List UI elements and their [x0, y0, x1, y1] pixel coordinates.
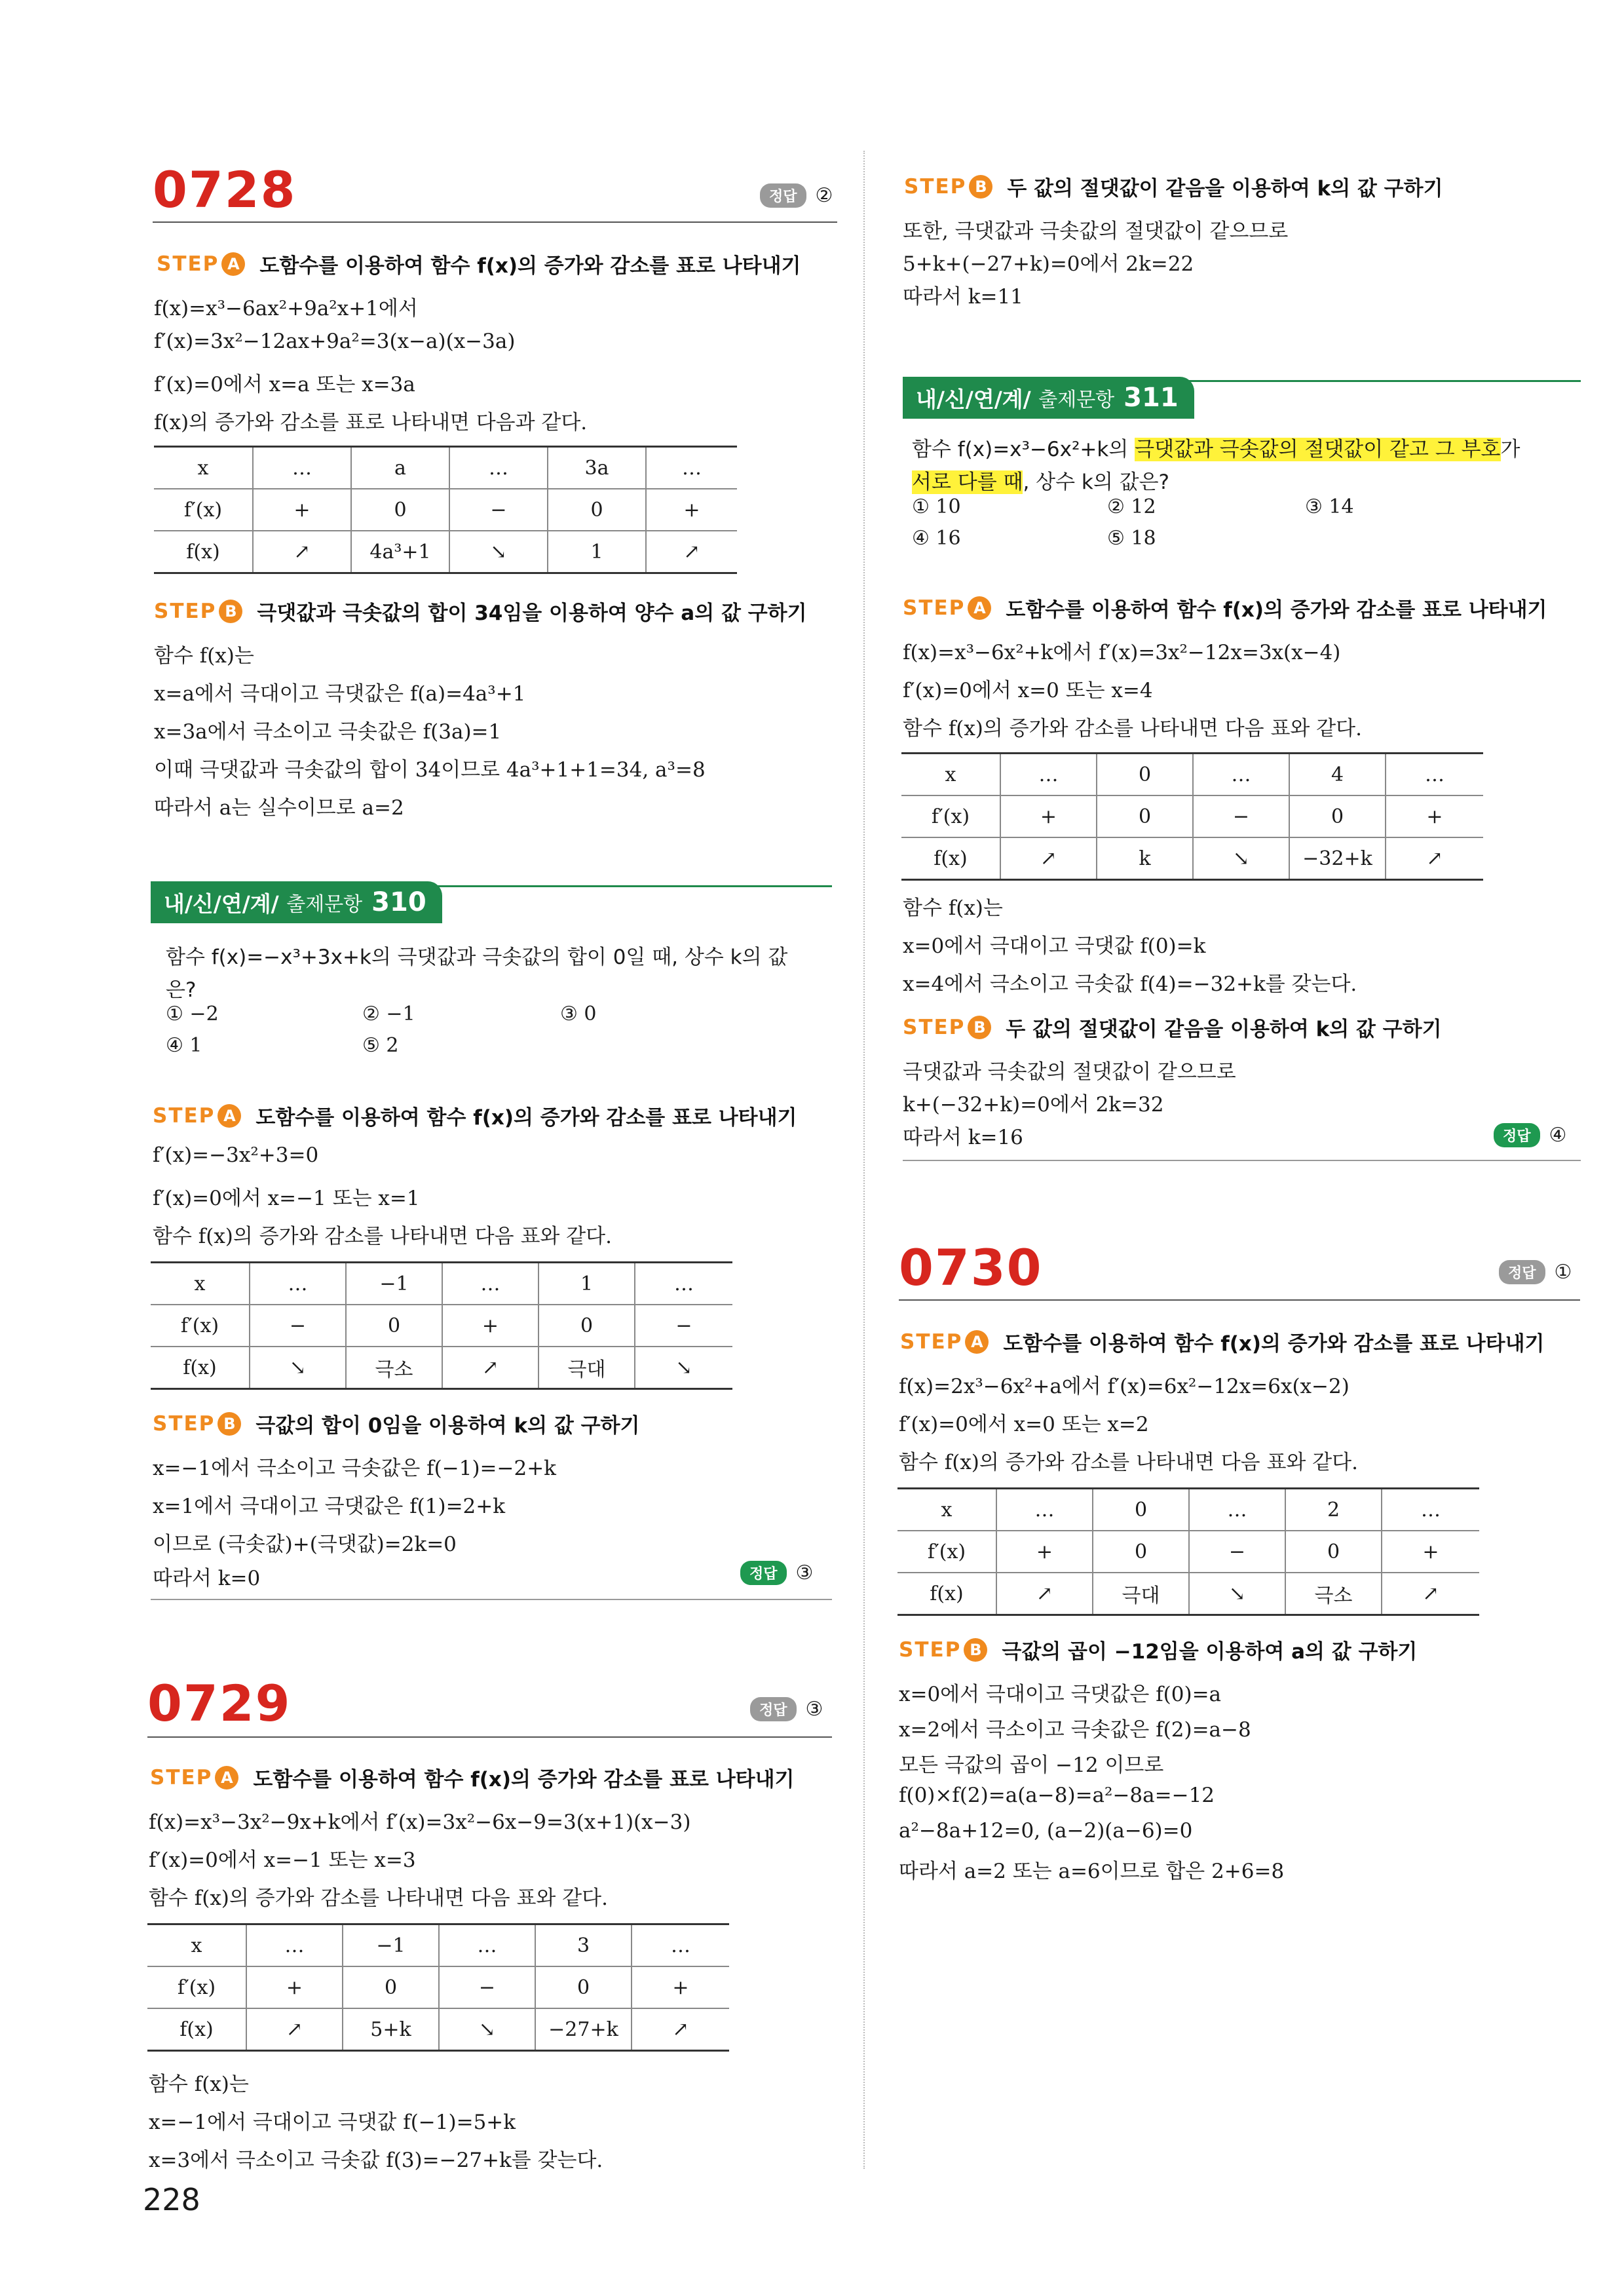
step-title: 도함수를 이용하여 함수 f(x)의 증가와 감소를 표로 나타내기	[1006, 598, 1547, 622]
step-b-311	[903, 1012, 1442, 1042]
table-cell: ↗	[442, 1347, 538, 1389]
solution-line: x=0에서 극대이고 극댓값 f(0)=k	[903, 934, 1206, 958]
table-cell: −	[635, 1305, 732, 1347]
table-cell: f′(x)	[151, 1305, 250, 1347]
table-cell: +	[1000, 795, 1097, 837]
step-a-0728	[157, 249, 801, 278]
increase-decrease-table-311	[901, 752, 1483, 881]
table-cell: 0	[1289, 795, 1386, 837]
step-title: 극댓값과 극솟값의 합이 34임을 이용하여 양수 a의 값 구하기	[257, 602, 807, 625]
table-cell: f(x)	[154, 531, 253, 573]
table-cell: 4a³+1	[351, 531, 449, 573]
step-letter-badge: B	[969, 175, 992, 199]
increase-decrease-table-0728	[154, 446, 737, 574]
step-letter-badge: A	[221, 252, 245, 276]
problem-number-0728: 0728	[153, 161, 297, 219]
step-a-310	[153, 1101, 797, 1130]
table-cell: −1	[346, 1263, 442, 1305]
table-cell: …	[449, 447, 548, 489]
answer-value: ②	[815, 184, 833, 207]
step-letter-badge: B	[964, 1638, 987, 1662]
table-cell: ↗	[246, 2008, 343, 2051]
step-letter-badge: A	[968, 596, 991, 620]
step-label: STEP	[153, 1103, 216, 1128]
naesin-title: 출제문항	[286, 893, 363, 916]
naesin-brand: 내/신/연/계/	[164, 890, 279, 917]
table-cell: 3a	[548, 447, 646, 489]
table-cell: 0	[538, 1305, 635, 1347]
step-label: STEP	[903, 1015, 966, 1039]
step-b-310	[153, 1409, 639, 1438]
solution-line: f(x)=2x³−6x²+a에서 f′(x)=6x²−12x=6x(x−2)	[899, 1375, 1350, 1398]
answer-311	[1494, 1123, 1566, 1147]
table-cell: f′(x)	[154, 489, 253, 531]
answer-badge: 정답	[750, 1697, 797, 1721]
step-title: 두 값의 절댓값이 같음을 이용하여 k의 값 구하기	[1007, 177, 1443, 201]
naesin-header-310	[151, 881, 442, 923]
step-label: STEP	[899, 1637, 962, 1662]
problem-number-0730: 0730	[899, 1238, 1043, 1297]
naesin-tag	[903, 377, 1194, 419]
increase-decrease-table-310	[151, 1261, 732, 1390]
solution-line: f(x)=x³−6x²+k에서 f′(x)=3x²−12x=3x(x−4)	[903, 641, 1341, 664]
solution-line: 따라서 k=11	[903, 285, 1023, 309]
table-cell: ↘	[1189, 1573, 1285, 1615]
choice-3: ③ 14	[1305, 495, 1354, 518]
solution-line: 5+k+(−27+k)=0에서 2k=22	[903, 252, 1194, 276]
answer-badge: 정답	[740, 1561, 787, 1585]
answer-0728	[760, 183, 833, 208]
step-letter-badge: A	[215, 1766, 238, 1789]
solution-line: 함수 f(x)는	[149, 2073, 249, 2096]
table-cell: x	[194, 1272, 206, 1295]
table-cell: k	[1097, 837, 1193, 880]
table-cell: a	[351, 447, 449, 489]
table-cell: f(x)	[901, 837, 1000, 880]
table-cell: +	[246, 1966, 343, 2008]
solution-line: f(0)×f(2)=a(a−8)=a²−8a=−12	[899, 1784, 1215, 1807]
naesin-number: 310	[371, 887, 426, 917]
solution-line: f′(x)=0에서 x=−1 또는 x=3	[149, 1848, 416, 1872]
solution-line: x=−1에서 극소이고 극솟값은 f(−1)=−2+k	[153, 1457, 556, 1480]
table-cell: 1	[548, 531, 646, 573]
question-text: , 상수 k의 값은?	[1023, 470, 1170, 494]
table-cell: f(x)	[897, 1573, 996, 1615]
table-cell: 0	[548, 489, 646, 531]
step-title: 극값의 곱이 −12임을 이용하여 a의 값 구하기	[1002, 1640, 1418, 1664]
step-title: 극값의 합이 0임을 이용하여 k의 값 구하기	[255, 1414, 640, 1438]
question-line-1	[912, 432, 1520, 462]
table-cell: 극대	[1093, 1573, 1189, 1615]
solution-line: 함수 f(x)의 증가와 감소를 나타내면 다음 표와 같다.	[153, 1225, 612, 1248]
step-label: STEP	[154, 599, 217, 623]
naesin-header-311	[903, 377, 1194, 419]
question-highlight: 서로 다를 때	[912, 470, 1023, 494]
solution-line: f′(x)=0에서 x=a 또는 x=3a	[154, 373, 415, 396]
answer-badge: 정답	[760, 183, 806, 208]
answer-value: ③	[795, 1561, 814, 1584]
naesin-number: 311	[1124, 383, 1179, 413]
solution-line: x=−1에서 극대이고 극댓값 f(−1)=5+k	[149, 2111, 516, 2134]
question-line-2	[912, 465, 1169, 495]
table-cell: ↘	[439, 2008, 535, 2051]
choice-1: ① −2	[166, 1003, 219, 1025]
solution-line: f(x)=x³−3x²−9x+k에서 f′(x)=3x²−6x−9=3(x+1)(x−3)	[149, 1810, 691, 1834]
solution-line: 따라서 k=16	[903, 1126, 1023, 1149]
naesin-rule	[903, 380, 1581, 382]
table-cell: −1	[343, 1924, 439, 1967]
solution-line: 극댓값과 극솟값의 절댓값이 같으므로	[903, 1060, 1236, 1084]
table-cell: +	[1386, 795, 1483, 837]
answer-value: ④	[1549, 1124, 1567, 1147]
naesin-brand: 내/신/연/계/	[916, 386, 1031, 412]
table-cell: ↗	[996, 1573, 1093, 1615]
table-cell: ↗	[1382, 1573, 1479, 1615]
step-title: 도함수를 이용하여 함수 f(x)의 증가와 감소를 표로 나타내기	[253, 1768, 795, 1791]
step-letter-badge: A	[217, 1104, 241, 1128]
table-cell: +	[442, 1305, 538, 1347]
problem-divider	[147, 1736, 832, 1738]
table-cell: 0	[1093, 1489, 1189, 1531]
step-label: STEP	[900, 1330, 963, 1354]
solution-line: 함수 f(x)는	[154, 644, 254, 668]
step-label: STEP	[904, 174, 967, 199]
table-cell: ↗	[253, 531, 351, 573]
solution-line: f(x)의 증가와 감소를 표로 나타내면 다음과 같다.	[154, 411, 588, 434]
table-cell: +	[646, 489, 737, 531]
solution-line: 함수 f(x)의 증가와 감소를 나타내면 다음 표와 같다.	[899, 1451, 1358, 1474]
solution-line: f′(x)=0에서 x=−1 또는 x=1	[153, 1187, 420, 1210]
naesin-title: 출제문항	[1038, 389, 1115, 411]
table-cell: x	[941, 1498, 953, 1521]
choice-5: ⑤ 18	[1107, 527, 1156, 550]
solution-line: 따라서 k=0	[153, 1567, 261, 1590]
table-cell: −	[250, 1305, 346, 1347]
solution-line: x=3에서 극소이고 극솟값 f(3)=−27+k를 갖는다.	[149, 2149, 603, 2172]
table-cell: +	[996, 1531, 1093, 1573]
increase-decrease-table-0729	[147, 1923, 729, 2052]
table-cell: −32+k	[1289, 837, 1386, 880]
choice-2: ② 12	[1107, 495, 1156, 518]
step-b-0730	[899, 1635, 1417, 1664]
step-label: STEP	[153, 1411, 216, 1436]
solution-line: f′(x)=0에서 x=0 또는 x=2	[899, 1413, 1149, 1436]
solution-line: x=3a에서 극소이고 극솟값은 f(3a)=1	[154, 720, 502, 744]
table-cell: …	[1189, 1489, 1285, 1531]
solution-line: x=a에서 극대이고 극댓값은 f(a)=4a³+1	[154, 682, 526, 706]
solution-line: k+(−32+k)=0에서 2k=32	[903, 1093, 1164, 1117]
table-cell: …	[1193, 754, 1289, 796]
table-cell: 0	[1285, 1531, 1382, 1573]
problem-number-0729: 0729	[147, 1674, 292, 1732]
table-cell: x	[197, 456, 209, 480]
table-cell: f′(x)	[897, 1531, 996, 1573]
table-cell: 극소	[346, 1347, 442, 1389]
step-title: 두 값의 절댓값이 같음을 이용하여 k의 값 구하기	[1006, 1018, 1442, 1041]
step-title: 도함수를 이용하여 함수 f(x)의 증가와 감소를 표로 나타내기	[255, 1106, 797, 1130]
solution-line: 함수 f(x)의 증가와 감소를 나타내면 다음 표와 같다.	[149, 1886, 608, 1910]
table-cell: 0	[1097, 795, 1193, 837]
choice-4: ④ 16	[912, 527, 961, 550]
answer-0729	[750, 1697, 823, 1721]
question-highlight: 극댓값과 극솟값의 절댓값이 같고 그 부호	[1135, 438, 1501, 461]
solution-line: f′(x)=−3x²+3=0	[153, 1143, 319, 1167]
table-cell: ↘	[1193, 837, 1289, 880]
table-cell: …	[635, 1263, 732, 1305]
step-label: STEP	[150, 1765, 213, 1789]
choice-3: ③ 0	[560, 1003, 597, 1025]
naesin-rule	[151, 885, 832, 887]
solution-line: 함수 f(x)는	[903, 896, 1003, 920]
table-cell: …	[442, 1263, 538, 1305]
question-text: 함수 f(x)=x³−6x²+k의	[912, 438, 1135, 461]
table-cell: ↗	[1000, 837, 1097, 880]
table-cell: …	[250, 1263, 346, 1305]
table-cell: 0	[1097, 754, 1193, 796]
table-cell: 2	[1285, 1489, 1382, 1531]
problem-divider	[153, 221, 837, 223]
table-cell: …	[246, 1924, 343, 1967]
table-cell: −	[1189, 1531, 1285, 1573]
table-cell: −	[449, 489, 548, 531]
answer-value: ③	[805, 1698, 823, 1721]
table-cell: 극대	[538, 1347, 635, 1389]
table-cell: ↘	[635, 1347, 732, 1389]
section-divider	[151, 1599, 832, 1600]
naesin-tag	[151, 881, 442, 923]
step-letter-badge: B	[968, 1016, 991, 1039]
table-cell: −27+k	[535, 2008, 632, 2051]
step-letter-badge: A	[965, 1330, 989, 1354]
problem-divider	[899, 1299, 1580, 1301]
question-text: 가	[1500, 438, 1520, 461]
solution-line: 이므로 (극솟값)+(극댓값)=2k=0	[153, 1533, 457, 1556]
step-letter-badge: B	[217, 1412, 241, 1436]
section-divider	[903, 1160, 1581, 1161]
solution-line: f′(x)=3x²−12ax+9a²=3(x−a)(x−3a)	[154, 330, 516, 353]
step-letter-badge: B	[219, 600, 242, 623]
solution-line: f′(x)=0에서 x=0 또는 x=4	[903, 679, 1153, 702]
solution-line: 또한, 극댓값과 극솟값의 절댓값이 같으므로	[903, 220, 1289, 243]
table-cell: 3	[535, 1924, 632, 1967]
table-cell: 0	[343, 1966, 439, 2008]
table-cell: 극소	[1285, 1573, 1382, 1615]
table-cell: f′(x)	[901, 795, 1000, 837]
solution-line: 이때 극댓값과 극솟값의 합이 34이므로 4a³+1+1=34, a³=8	[154, 758, 706, 782]
step-b-0729	[904, 172, 1443, 201]
table-cell: 0	[535, 1966, 632, 2008]
table-cell: f(x)	[147, 2008, 246, 2051]
step-title: 도함수를 이용하여 함수 f(x)의 증가와 감소를 표로 나타내기	[1003, 1332, 1545, 1356]
answer-310	[740, 1561, 813, 1585]
table-cell: …	[1386, 754, 1483, 796]
table-cell: 1	[538, 1263, 635, 1305]
table-cell: 5+k	[343, 2008, 439, 2051]
step-a-311	[903, 593, 1547, 622]
step-a-0730	[900, 1327, 1545, 1356]
choice-5: ⑤ 2	[362, 1034, 399, 1057]
table-cell: 0	[351, 489, 449, 531]
table-cell: 4	[1289, 754, 1386, 796]
solution-line: f(x)=x³−6ax²+9a²x+1에서	[154, 297, 418, 320]
step-label: STEP	[903, 596, 966, 620]
table-cell: ↗	[646, 531, 737, 573]
table-cell: f(x)	[151, 1347, 250, 1389]
choice-4: ④ 1	[166, 1034, 202, 1057]
table-cell: f′(x)	[147, 1966, 246, 2008]
question-line: 함수 f(x)=−x³+3x+k의 극댓값과 극솟값의 합이 0일 때, 상수 k의 값	[166, 946, 788, 969]
choice-2: ② −1	[362, 1003, 415, 1025]
table-cell: 0	[346, 1305, 442, 1347]
table-cell: +	[1382, 1531, 1479, 1573]
step-a-0729	[150, 1763, 795, 1792]
answer-badge: 정답	[1494, 1123, 1540, 1147]
table-cell: …	[253, 447, 351, 489]
question-line: 은?	[166, 978, 197, 1002]
answer-value: ①	[1554, 1261, 1572, 1284]
table-cell: ↗	[1386, 837, 1483, 880]
answer-badge: 정답	[1499, 1260, 1545, 1284]
solution-line: x=2에서 극소이고 극솟값은 f(2)=a−8	[899, 1718, 1251, 1742]
solution-line: x=0에서 극대이고 극댓값은 f(0)=a	[899, 1683, 1222, 1706]
table-cell: 0	[1093, 1531, 1189, 1573]
step-label: STEP	[157, 252, 219, 276]
answer-0730	[1499, 1260, 1572, 1284]
table-cell: …	[1382, 1489, 1479, 1531]
table-cell: ↗	[632, 2008, 729, 2051]
choice-1: ① 10	[912, 495, 961, 518]
solution-line: 따라서 a는 실수이므로 a=2	[154, 796, 404, 820]
table-cell: ↘	[250, 1347, 346, 1389]
step-b-0728	[154, 596, 807, 626]
table-cell: +	[253, 489, 351, 531]
table-cell: −	[439, 1966, 535, 2008]
table-cell: x	[945, 763, 956, 786]
table-cell: ↘	[449, 531, 548, 573]
column-divider	[863, 151, 865, 2169]
table-cell: …	[632, 1924, 729, 1967]
solution-line: x=1에서 극대이고 극댓값은 f(1)=2+k	[153, 1495, 506, 1518]
solution-line: 따라서 a=2 또는 a=6이므로 합은 2+6=8	[899, 1860, 1285, 1883]
increase-decrease-table-0730	[897, 1487, 1479, 1616]
step-title: 도함수를 이용하여 함수 f(x)의 증가와 감소를 표로 나타내기	[259, 254, 801, 278]
table-cell: …	[996, 1489, 1093, 1531]
solution-line: 함수 f(x)의 증가와 감소를 나타내면 다음 표와 같다.	[903, 717, 1362, 740]
table-cell: −	[1193, 795, 1289, 837]
table-cell: +	[632, 1966, 729, 2008]
table-cell: …	[439, 1924, 535, 1967]
table-cell: …	[646, 447, 737, 489]
solution-line: 모든 극값의 곱이 −12 이므로	[899, 1753, 1164, 1777]
solution-line: x=4에서 극소이고 극솟값 f(4)=−32+k를 갖는다.	[903, 972, 1357, 996]
table-cell: x	[191, 1934, 202, 1957]
solution-line: a²−8a+12=0, (a−2)(a−6)=0	[899, 1819, 1193, 1843]
page-number: 228	[143, 2182, 200, 2217]
table-cell: …	[1000, 754, 1097, 796]
